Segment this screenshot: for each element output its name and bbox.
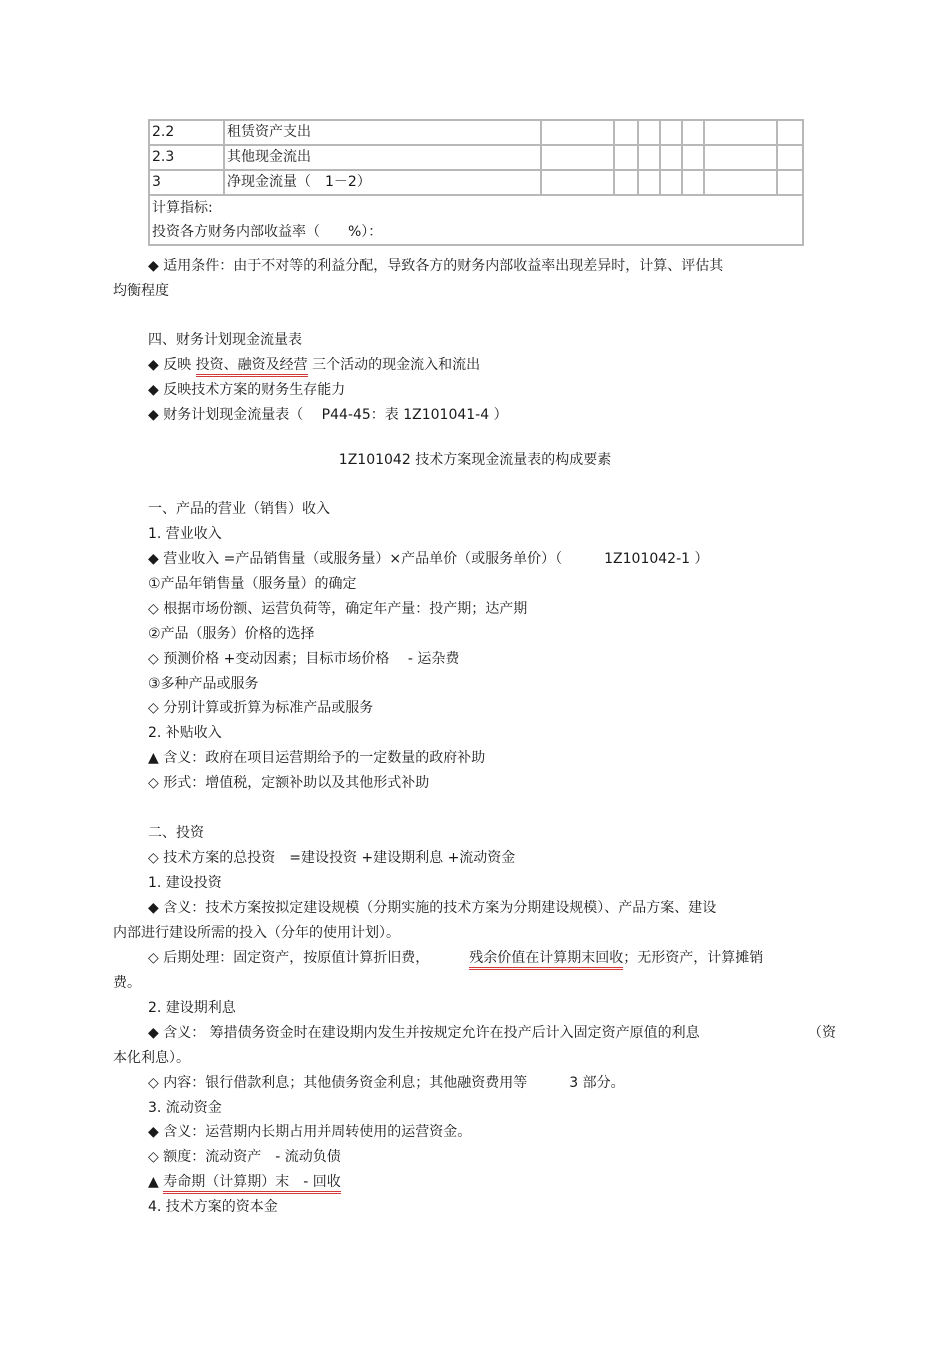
bullet-line: ◇ 内容：银行借款利息；其他债务资金利息；其他融资费用等 3 部分。 — [148, 1075, 625, 1091]
bullet-line: ◇ 技术方案的总投资 =建设投资 +建设期利息 +流动资金 — [148, 850, 516, 866]
row-number: 3 — [149, 170, 224, 195]
cash-flow-table — [148, 119, 804, 246]
indicator-irr: 投资各方财务内部收益率（ %）： — [152, 224, 383, 240]
underlined-text: 投资、融资及经营 — [196, 357, 308, 377]
underlined-text: 残余价值在计算期末回收 — [469, 950, 623, 970]
bullet-line: ◇ 后期处理：固定资产，按原值计算折旧费， 残余价值在计算期末回收；无形资产，计算摊销 — [148, 948, 763, 968]
condition-line-cont: 均衡程度 — [113, 283, 169, 299]
bullet-line: ◆ 反映技术方案的财务生存能力 — [148, 382, 346, 398]
bullet-line: ◇ 形式：增值税，定额补助以及其他形式补助 — [148, 775, 430, 791]
bullet-line: ▲ 寿命期（计算期）末 - 回收 — [148, 1172, 341, 1192]
row-number: 2.2 — [149, 120, 224, 145]
indicators-cell — [149, 195, 803, 245]
condition-line: ◆ 适用条件：由于不对等的利益分配，导致各方的财务内部收益率出现差异时，计算、评估其 — [148, 258, 724, 274]
row-item: 租赁资产支出 — [224, 120, 541, 145]
bullet-line: ◆ 营业收入 =产品销售量（或服务量）×产品单价（或服务单价）（ 1Z101042-1 ） — [148, 551, 709, 567]
subsection-title: 1. 营业收入 — [148, 526, 222, 542]
bullet-line: ◆ 含义：运营期内长期占用并周转使用的运营资金。 — [148, 1124, 472, 1140]
bullet-line: ◆ 反映 投资、融资及经营 三个活动的现金流入和流出 — [148, 355, 480, 375]
table-row — [149, 120, 803, 145]
text-line-cont: 内部进行建设所需的投入（分年的使用计划）。 — [113, 925, 400, 941]
bullet-line: ◇ 根据市场份额、运营负荷等，确定年产量：投产期；达产期 — [148, 601, 528, 617]
subsection-title: 1. 建设投资 — [148, 875, 222, 891]
table-row — [149, 170, 803, 195]
bullet-line: ◇ 分别计算或折算为标准产品或服务 — [148, 700, 374, 716]
row-number: 2.3 — [149, 145, 224, 170]
indicator-title: 计算指标: — [152, 200, 213, 216]
underlined-text: 寿命期（计算期）末 - 回收 — [163, 1174, 341, 1194]
row-item: 其他现金流出 — [224, 145, 541, 170]
bullet-line: ◆ 财务计划现金流量表（ P44-45：表 1Z101041-4 ） — [148, 407, 508, 423]
text-line-cont: 费。 — [113, 975, 141, 991]
bullet-line: ◇ 额度：流动资产 - 流动负债 — [148, 1149, 341, 1165]
section-title: 二、投资 — [148, 825, 204, 841]
subsection-title: 2. 补贴收入 — [148, 725, 222, 741]
text-line: ③多种产品或服务 — [148, 676, 259, 692]
section-title: 四、财务计划现金流量表 — [148, 332, 302, 348]
table-row-indicators — [149, 195, 803, 245]
subsection-title: 3. 流动资金 — [148, 1100, 222, 1116]
text-line-tail: （资 — [808, 1025, 836, 1041]
section-heading: 1Z101042 技术方案现金流量表的构成要素 — [338, 452, 612, 468]
bullet-line: ◇ 预测价格 +变动因素；目标市场价格 - 运杂费 — [148, 651, 460, 667]
text-line-cont: 本化利息）。 — [113, 1050, 190, 1066]
bullet-line: ◆ 含义： 筹措债务资金时在建设期内发生并按规定允许在投产后计入固定资产原值的利息 — [148, 1025, 700, 1041]
section-title: 一、产品的营业（销售）收入 — [148, 501, 330, 517]
bullet-line: ▲ 含义：政府在项目运营期给予的一定数量的政府补助 — [148, 750, 486, 766]
table-row — [149, 145, 803, 170]
subsection-title: 4. 技术方案的资本金 — [148, 1199, 278, 1215]
text-line: ①产品年销售量（服务量）的确定 — [148, 576, 357, 592]
subsection-title: 2. 建设期利息 — [148, 1000, 236, 1016]
row-item: 净现金流量（ 1－2） — [224, 170, 541, 195]
bullet-line: ◆ 含义：技术方案按拟定建设规模（分期实施的技术方案为分期建设规模）、产品方案、建设 — [148, 900, 717, 916]
text-line: ②产品（服务）价格的选择 — [148, 626, 315, 642]
